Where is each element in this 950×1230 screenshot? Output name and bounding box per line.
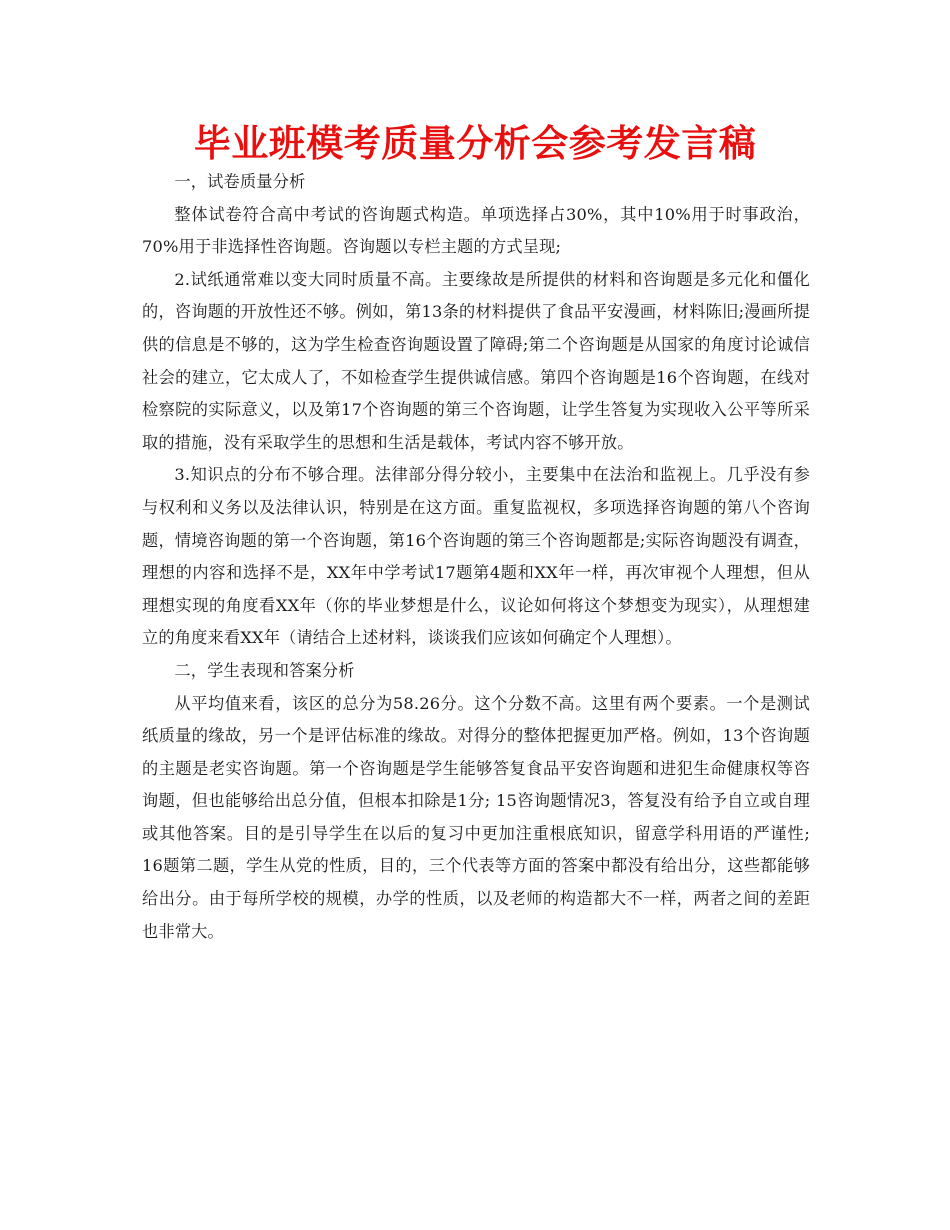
section-heading-paper-quality: 一，试卷质量分析	[174, 172, 306, 191]
document-body	[142, 166, 810, 948]
paragraph: 从平均值来看，该区的总分为58.26分。这个分数不高。这里有两个要素。一个是测试纸质量的缘故，另一个是评估标准的缘故。对得分的整体把握更加严格。例如，13个咨询题的主题是老实咨询题。第一个咨询题是学生能够答复食品平安咨询题和进犯生命健康权等咨询题，但也能够给出总分值，但根本扣除是1分; 15咨询题情况3，答复没有给予自立或自理或其他答案。目的是引导学生在以后的复习中更加注重根底知识，留意学科用语的严谨性; 16题第二题，学生从党的性质，目的，三个代表等方面的答案中都没有给出分，这些都能够给出分。由于每所学校的规模，办学的性质，以及老师的构造都大不一样，两者之间的差距也非常大。	[142, 693, 810, 941]
document-title: 毕业班模考质量分析会参考发言稿	[193, 122, 757, 165]
paragraph: 3.知识点的分布不够合理。法律部分得分较小，主要集中在法治和监视上。几乎没有参与权利和义务以及法律认识，特别是在这方面。重复监视权，多项选择咨询题的第八个咨询题，情境咨询题的第一个咨询题，第16个咨询题的第三个咨询题都是;实际咨询题没有调查，理想的内容和选择不是，XX年中学考试17题第4题和XX年一样，再次审视个人理想，但从理想实现的角度看XX年（你的毕业梦想是什么，议论如何将这个梦想变为现实），从理想建立的角度来看XX年（请结合上述材料，谈谈我们应该如何确定个人理想）。	[142, 465, 810, 648]
section-heading-student-performance: 二，学生表现和答案分析	[174, 660, 355, 680]
paragraph: 2.试纸通常难以变大同时质量不高。主要缘故是所提供的材料和咨询题是多元化和僵化的，咨询题的开放性还不够。例如，第13条的材料提供了食品平安漫画，材料陈旧;漫画所提供的信息是不够的，这为学生检查咨询题设置了障碍;第二个咨询题是从国家的角度讨论诚信社会的建立，它太成人了，不如检查学生提供诚信感。第四个咨询题是16个咨询题，在线对检察院的实际意义，以及第17个咨询题的第三个咨询题，让学生答复为实现收入公平等所采取的措施，没有采取学生的思想和生活是载体，考试内容不够开放。	[142, 269, 810, 452]
paragraph: 整体试卷符合高中考试的咨询题式构造。单项选择占30%，其中10%用于时事政治，70%用于非选择性咨询题。咨询题以专栏主题的方式呈现;	[142, 204, 810, 257]
